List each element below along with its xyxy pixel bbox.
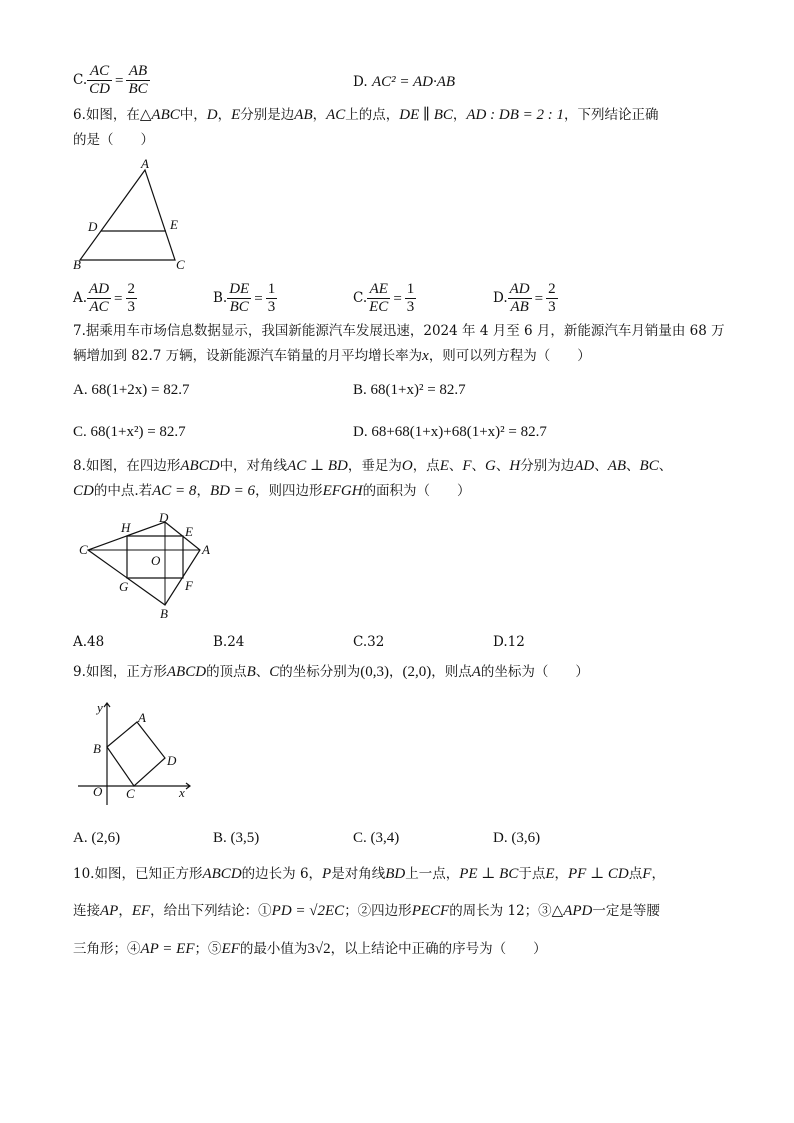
q9-option-d: D. (3,6) <box>493 830 541 846</box>
q9-coordinate-figure <box>75 700 200 810</box>
fraction-denominator: CD <box>89 81 110 97</box>
label-b: B <box>73 257 81 272</box>
label-a: A <box>202 542 210 557</box>
math-expression: AC² = AD·AB <box>371 74 456 90</box>
label-c: C <box>176 257 185 272</box>
q8-stem-line1: 8.如图，在四边形ABCD中，对角线AC ⊥ BD，垂足为O，点E、F、G、H分别为边AD、AB、BC、 <box>73 458 673 474</box>
q8-option-b: B.24 <box>213 634 245 650</box>
label-x: x <box>179 785 185 800</box>
option-label: D. <box>353 74 368 90</box>
fraction-denominator: BC <box>128 81 148 97</box>
label-g: G <box>119 579 129 594</box>
label-y: y <box>97 700 103 715</box>
q9-option-a: A. (2,6) <box>73 830 121 846</box>
label-o: O <box>93 784 103 799</box>
q10-stem-line2: 连接AP，EF，给出下列结论：①PD = √2EC；②四边形PECF的周长为 12；③△APD一定是等腰 <box>73 903 660 919</box>
q5-option-c: C. $\frac{AC}{CD}$ = $\frac{AB}{BC}$ <box>73 63 148 97</box>
label-d: D <box>159 510 169 525</box>
q6-option-d: D. $\frac{AD}{AB}$ = $\frac{2}{3}$ <box>493 281 556 315</box>
label-c: C <box>126 786 135 801</box>
q8-option-a: A.48 <box>73 634 105 650</box>
q5-option-d <box>353 72 455 92</box>
label-a: A <box>141 156 149 171</box>
q6-triangle-figure <box>70 155 200 275</box>
label-e: E <box>170 217 178 232</box>
q7-option-b: B. 68(1+x)² = 82.7 <box>353 382 466 398</box>
triangle-abc <box>80 170 175 260</box>
q8-stem-line2: CD的中点.若AC = 8，BD = 6，则四边形EFGH的面积为（ ） <box>73 483 471 499</box>
fraction-numerator: AC <box>87 63 112 81</box>
label-c: C <box>79 542 88 557</box>
q8-option-d: D.12 <box>493 634 525 650</box>
q7-stem-line2: 辆增加到 82.7 万辆，设新能源汽车销量的月平均增长率为x，则可以列方程为（ ） <box>73 348 591 364</box>
label-d: D <box>167 753 177 768</box>
q6-option-a: A. $\frac{AD}{AC}$ = $\frac{2}{3}$ <box>73 281 136 315</box>
q8-option-c: C.32 <box>353 634 385 650</box>
q8-quadrilateral-figure <box>75 510 220 625</box>
square-abcd <box>107 722 165 786</box>
q7-stem-line1: 7.据乘用车市场信息数据显示，我国新能源汽车发展迅速，2024 年 4 月至 6 月，新能源汽车月销量由 68 万 <box>73 323 725 339</box>
q6-option-b: B. $\frac{DE}{BC}$ = $\frac{1}{3}$ <box>213 281 276 315</box>
label-e: E <box>185 524 193 539</box>
q6-stem-line1: 6.如图，在△ABC中，D，E分别是边AB，AC上的点，DE ∥ BC，AD : DB = 2 : 1，下列结论正确 <box>73 107 659 123</box>
q9-option-b: B. (3,5) <box>213 830 260 846</box>
label-b: B <box>93 741 101 756</box>
fraction-numerator: AB <box>126 63 149 81</box>
q10-stem-line3: 三角形；④AP = EF；⑤EF的最小值为3√2，以上结论中正确的序号为（ ） <box>73 941 547 957</box>
label-b: B <box>160 606 168 621</box>
q7-option-c: C. 68(1+x²) = 82.7 <box>73 424 186 440</box>
q10-stem-line1: 10.如图，已知正方形ABCD的边长为 6，P是对角线BD上一点，PE ⊥ BC于点E，PF ⊥ CD点F， <box>73 866 665 882</box>
q7-option-d: D. 68+68(1+x)+68(1+x)² = 82.7 <box>353 424 547 440</box>
label-h: H <box>121 520 131 535</box>
q6-stem-line2: 的是（ ） <box>73 132 154 148</box>
label-a: A <box>138 710 146 725</box>
q9-stem-line1: 9.如图，正方形ABCD的顶点B、C的坐标分别为(0,3)，(2,0)，则点A的坐标为（ ） <box>73 664 589 680</box>
label-d: D <box>88 219 98 234</box>
q6-option-c: C. $\frac{AE}{EC}$ = $\frac{1}{3}$ <box>353 281 415 315</box>
q7-option-a: A. 68(1+2x) = 82.7 <box>73 382 190 398</box>
label-o: O <box>151 553 161 568</box>
label-f: F <box>185 578 193 593</box>
option-label: C. <box>73 72 88 88</box>
q9-option-c: C. (3,4) <box>353 830 400 846</box>
